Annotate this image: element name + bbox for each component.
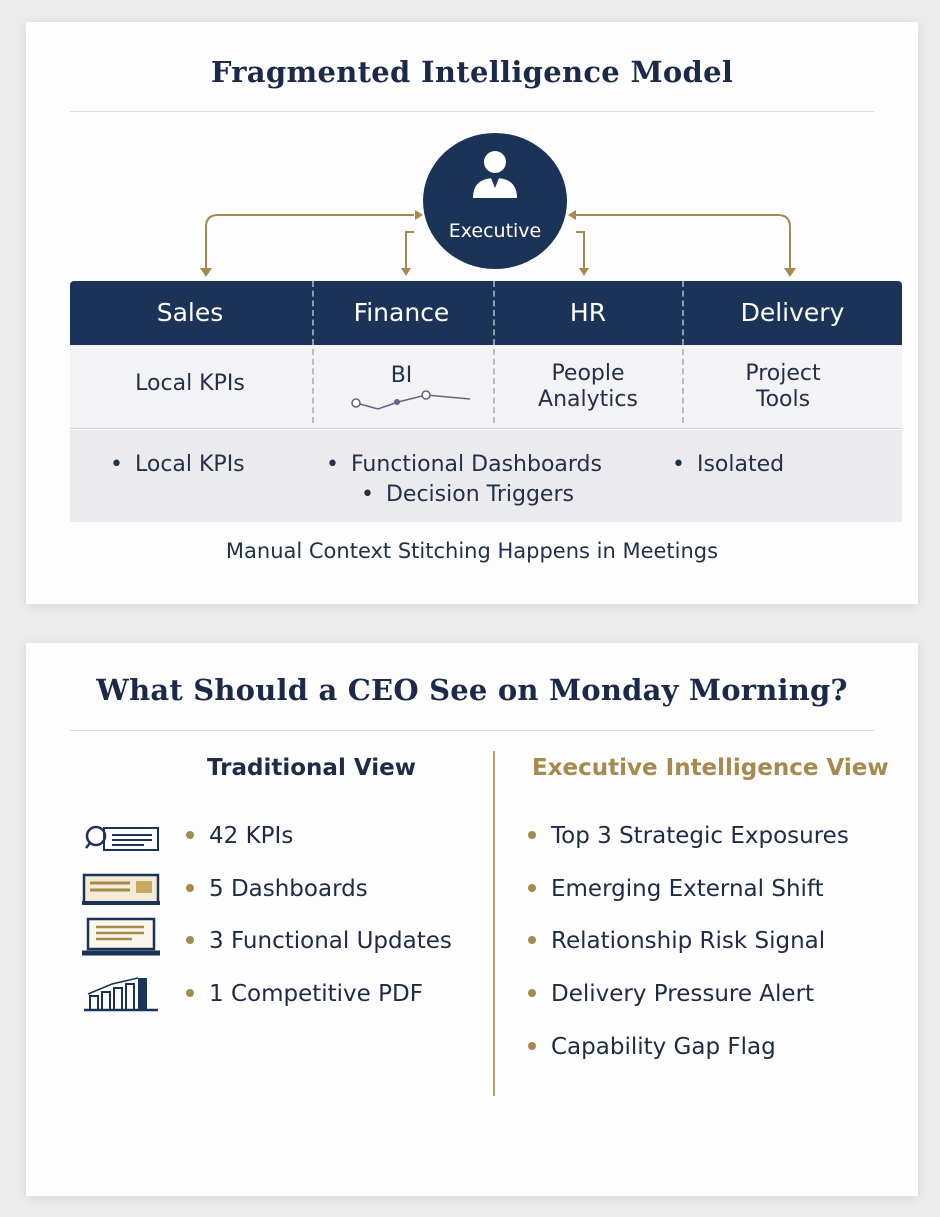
tool-sales: Local KPIs	[135, 371, 245, 396]
dept-hr: HR	[569, 298, 607, 327]
arrow-exec-to-sales	[206, 215, 414, 268]
card-title: What Should a CEO See on Monday Morning?	[96, 673, 848, 707]
executive-item: Relationship Risk Signal	[528, 928, 825, 954]
bar-chart-icon	[82, 976, 160, 1016]
header-separator	[493, 281, 495, 345]
caption: Manual Context Stitching Happens in Meetings	[225, 539, 719, 563]
bullet-dot	[528, 936, 536, 944]
column-divider	[493, 751, 495, 1096]
executive-label: Executive	[448, 220, 542, 242]
monday-morning-card	[26, 643, 918, 1196]
bullet-item: • Isolated	[672, 452, 785, 477]
column-separator	[682, 349, 684, 423]
laptop-icon	[82, 917, 160, 957]
bullet-item: • Local KPIs	[110, 452, 245, 477]
traditional-item: 3 Functional Updates	[186, 928, 452, 954]
executive-item: Emerging External Shift	[528, 876, 824, 902]
kpi-list-icon	[82, 818, 160, 858]
bullet-dot	[186, 989, 194, 997]
bullet-dot	[186, 831, 194, 839]
arrowhead-exec-left	[415, 210, 423, 220]
executive-item: Top 3 Strategic Exposures	[528, 823, 849, 849]
arrowhead-sales	[200, 268, 212, 277]
arrowhead-hr	[579, 268, 589, 276]
executive-node	[423, 133, 567, 269]
executive-item: Delivery Pressure Alert	[528, 981, 814, 1007]
bullet-dot	[186, 884, 194, 892]
tool-delivery: Project Tools	[745, 361, 821, 412]
bullet-dot	[186, 936, 194, 944]
dashboard-icon	[82, 871, 160, 911]
traditional-item: 42 KPIs	[186, 823, 293, 849]
bi-trend-line-icon	[348, 381, 472, 411]
column-separator	[493, 349, 495, 423]
arrowhead-delivery	[784, 268, 796, 277]
traditional-view-heading: Traditional View	[207, 755, 416, 781]
bullet-dot	[528, 831, 536, 839]
dept-delivery: Delivery	[740, 298, 845, 327]
arrowhead-exec-right	[568, 210, 576, 220]
dept-finance: Finance	[353, 298, 450, 327]
department-header-row	[70, 281, 902, 345]
bullet-item: • Functional Dashboards	[326, 452, 602, 477]
tool-hr: People Analytics	[538, 361, 638, 412]
executive-item: Capability Gap Flag	[528, 1034, 776, 1060]
arrow-exec-to-finance	[406, 232, 414, 268]
executive-view-heading: Executive Intelligence View	[532, 755, 889, 781]
column-separator	[312, 349, 314, 423]
bullet-item: • Decision Triggers	[361, 482, 574, 507]
tool-finance: BI	[390, 363, 413, 388]
fragmented-intelligence-card	[26, 22, 918, 604]
title-divider	[70, 730, 874, 731]
arrowhead-finance	[401, 268, 411, 276]
bullet-dot	[528, 884, 536, 892]
header-separator	[312, 281, 314, 345]
bullet-dot	[528, 989, 536, 997]
traditional-item: 1 Competitive PDF	[186, 981, 423, 1007]
traditional-item: 5 Dashboards	[186, 876, 368, 902]
dept-sales: Sales	[156, 298, 224, 327]
card-title: Fragmented Intelligence Model	[210, 55, 734, 89]
bullet-dot	[528, 1042, 536, 1050]
tools-row	[70, 345, 902, 429]
arrow-exec-to-hr	[576, 232, 584, 268]
arrow-exec-to-delivery	[576, 215, 790, 268]
executive-person-icon	[469, 150, 521, 200]
characteristics-row	[70, 430, 902, 522]
header-separator	[682, 281, 684, 345]
